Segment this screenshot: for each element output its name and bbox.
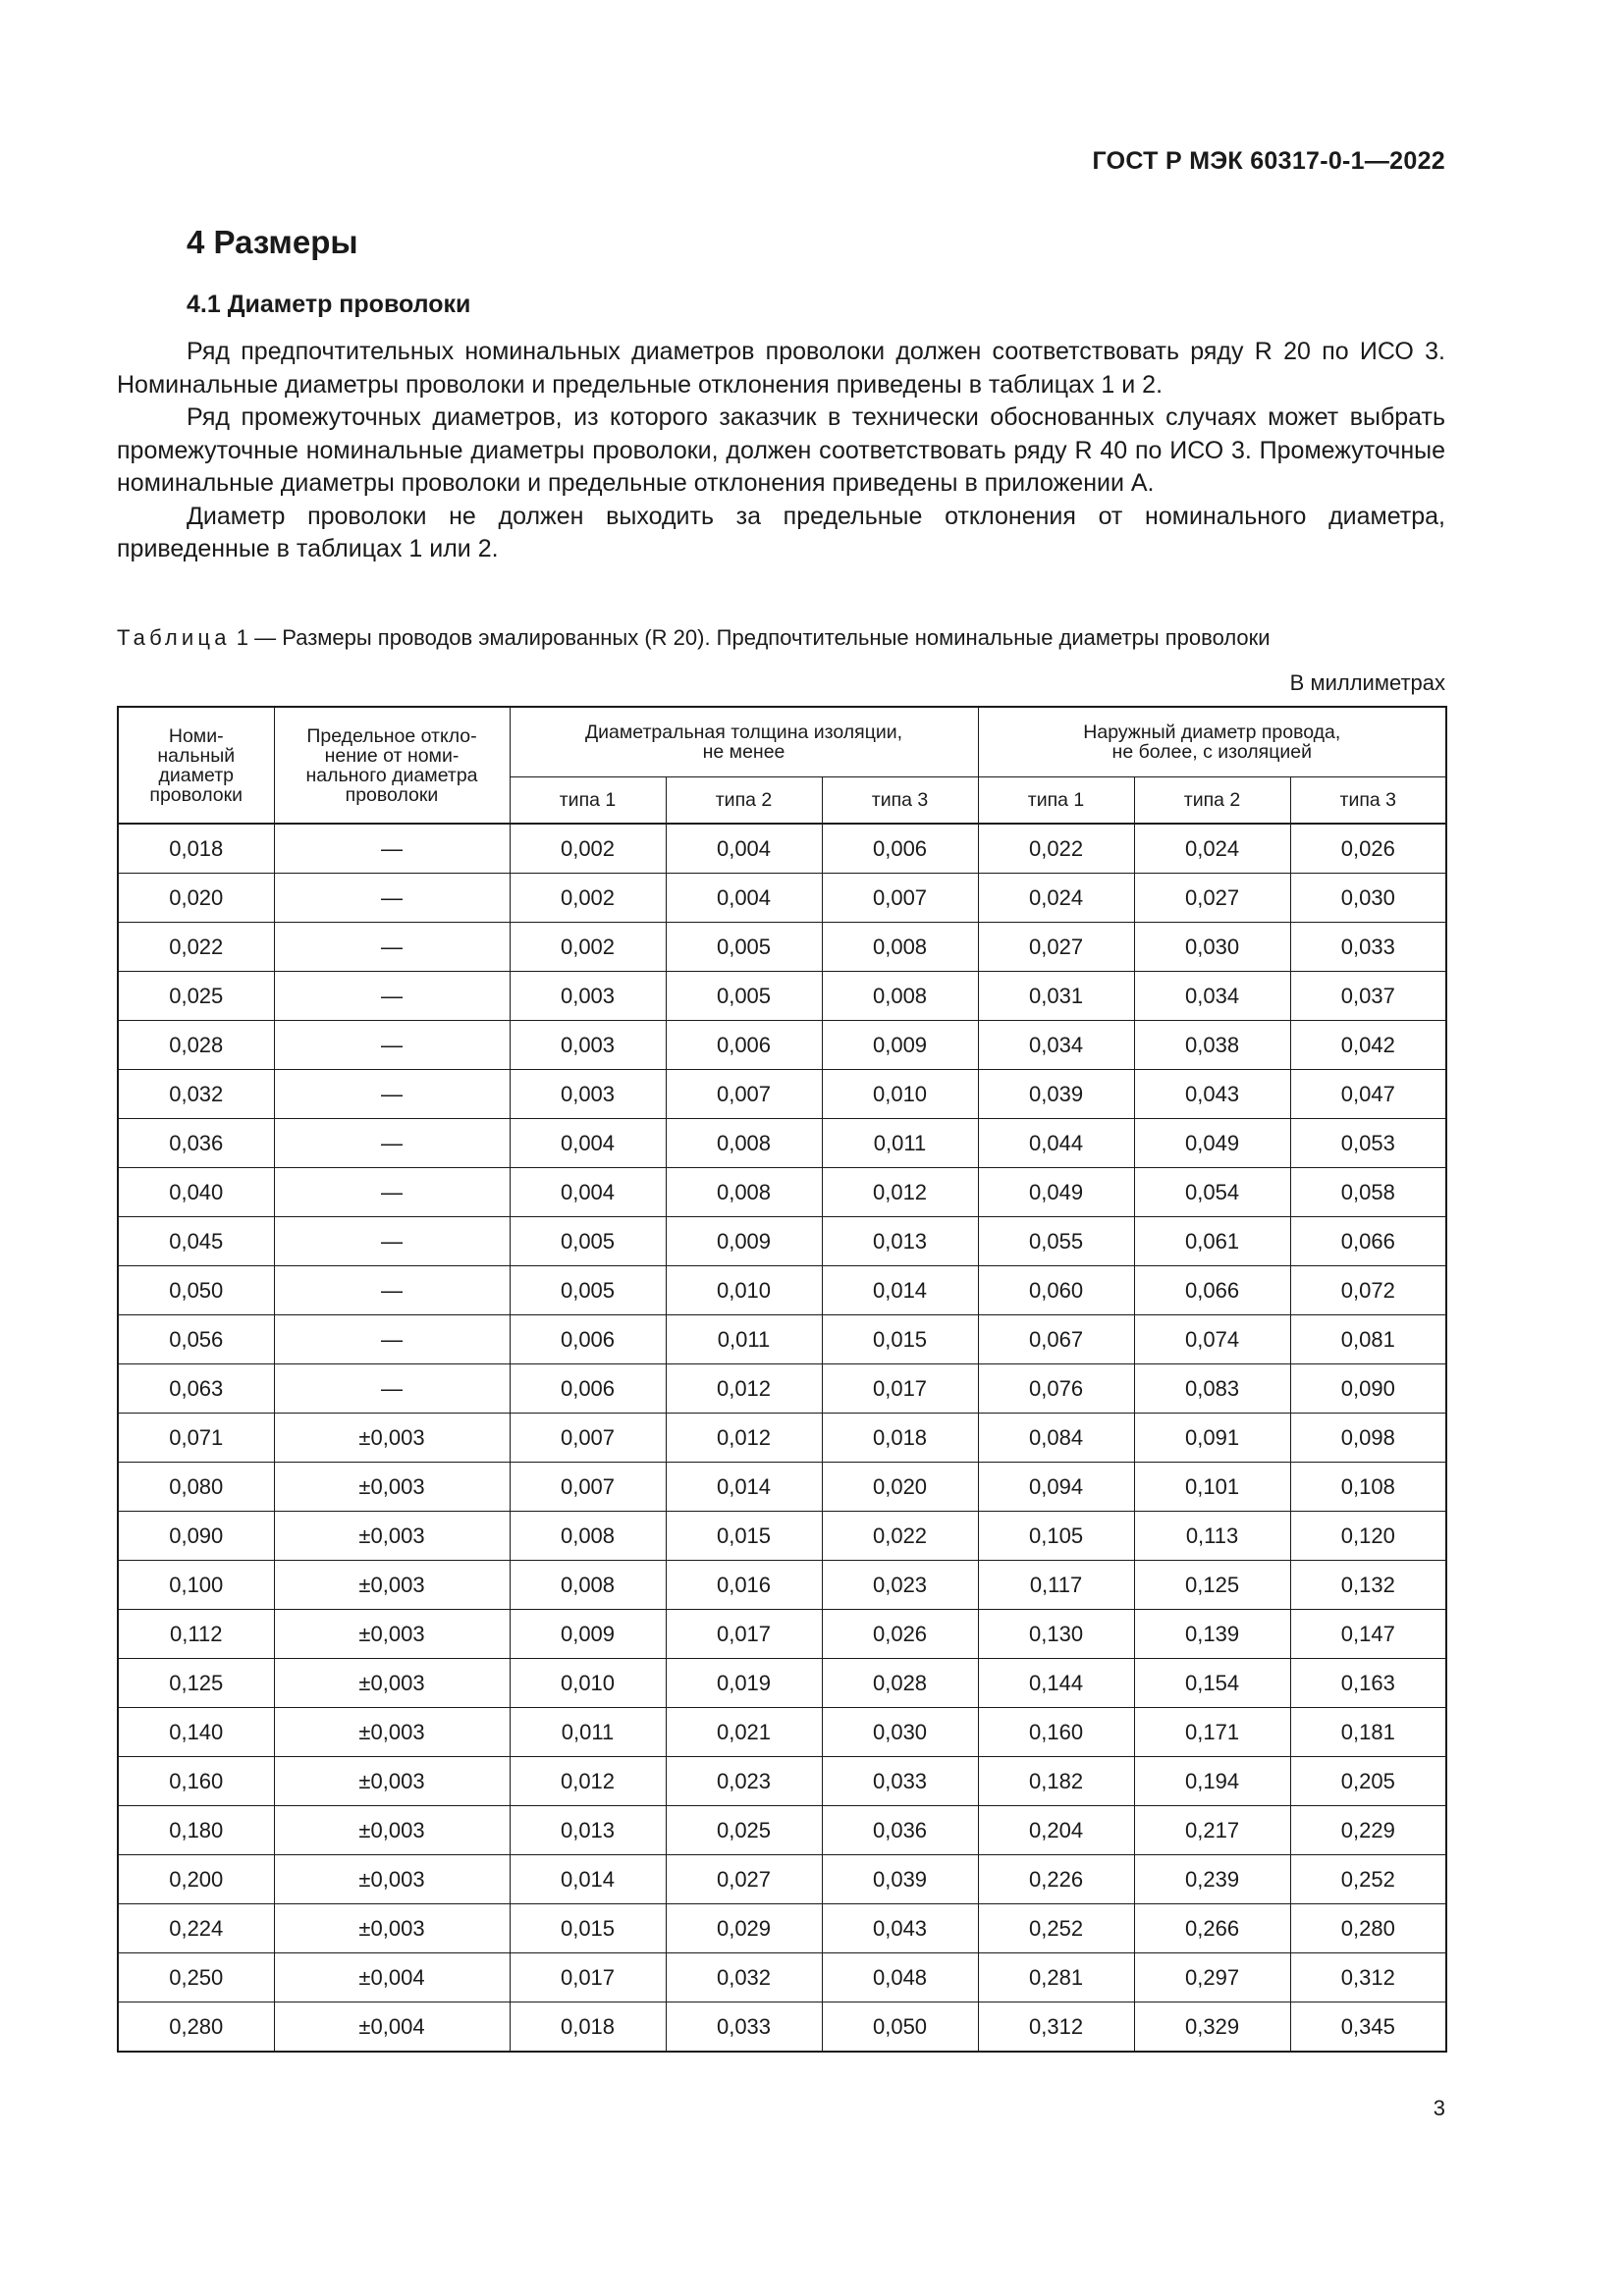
table-caption xyxy=(117,625,1445,651)
table-cell: 0,014 xyxy=(510,1855,666,1904)
header-type: типа 1 xyxy=(510,777,666,825)
table-cell: 0,003 xyxy=(510,972,666,1021)
document-code: ГОСТ Р МЭК 60317-0-1—2022 xyxy=(1092,147,1445,175)
table-cell: 0,083 xyxy=(1134,1364,1290,1414)
table-cell: 0,130 xyxy=(978,1610,1134,1659)
table-cell: 0,090 xyxy=(118,1512,274,1561)
table-cell: 0,015 xyxy=(822,1315,978,1364)
table-cell: 0,074 xyxy=(1134,1315,1290,1364)
table-cell: 0,004 xyxy=(510,1119,666,1168)
table-cell: 0,015 xyxy=(666,1512,822,1561)
table-cell: 0,117 xyxy=(978,1561,1134,1610)
table-cell: 0,008 xyxy=(666,1119,822,1168)
table-cell: 0,144 xyxy=(978,1659,1134,1708)
table-cell: 0,005 xyxy=(510,1217,666,1266)
table-cell: 0,217 xyxy=(1134,1806,1290,1855)
table-row xyxy=(118,1806,1446,1855)
table-cell: — xyxy=(274,972,510,1021)
table-cell: 0,205 xyxy=(1290,1757,1446,1806)
table-cell: ±0,004 xyxy=(274,2002,510,2053)
table-cell: 0,005 xyxy=(510,1266,666,1315)
table-row xyxy=(118,824,1446,874)
table-cell: 0,028 xyxy=(822,1659,978,1708)
table-cell: 0,030 xyxy=(1290,874,1446,923)
table-cell: 0,163 xyxy=(1290,1659,1446,1708)
table-cell: 0,171 xyxy=(1134,1708,1290,1757)
table-header xyxy=(118,707,1446,824)
table-cell: 0,280 xyxy=(1290,1904,1446,1953)
header-deviation xyxy=(274,707,510,824)
header-type: типа 2 xyxy=(666,777,822,825)
table-cell: 0,012 xyxy=(666,1414,822,1463)
table-cell: 0,014 xyxy=(666,1463,822,1512)
table-row xyxy=(118,1512,1446,1561)
table-cell: 0,113 xyxy=(1134,1512,1290,1561)
header-type: типа 2 xyxy=(1134,777,1290,825)
table-cell: 0,125 xyxy=(1134,1561,1290,1610)
table-cell: 0,013 xyxy=(822,1217,978,1266)
table-row xyxy=(118,1266,1446,1315)
table-cell: 0,076 xyxy=(978,1364,1134,1414)
table-cell: 0,160 xyxy=(118,1757,274,1806)
table-cell: 0,043 xyxy=(1134,1070,1290,1119)
table-cell: ±0,004 xyxy=(274,1953,510,2002)
table-body xyxy=(118,824,1446,2052)
table-cell: 0,022 xyxy=(822,1512,978,1561)
header-insulation-thickness-text: Диаметральная толщина изоляции, не менее xyxy=(584,721,903,763)
table-cell: 0,027 xyxy=(978,923,1134,972)
table-cell: — xyxy=(274,824,510,874)
table-cell: 0,036 xyxy=(118,1119,274,1168)
table-cell: 0,067 xyxy=(978,1315,1134,1364)
table-cell: 0,048 xyxy=(822,1953,978,2002)
table-cell: 0,061 xyxy=(1134,1217,1290,1266)
paragraph: Ряд промежуточных диаметров, из которого заказчик в технически обоснованных случаях может выбрать промежуточные номинальные диаметры проволоки, должен соответствовать ряду R 40 по ИСО 3. Промежуточные номинальные диаметры проволоки и предельные отклонения приведены в приложении А. xyxy=(117,403,1445,497)
table-cell: 0,037 xyxy=(1290,972,1446,1021)
table-cell: 0,022 xyxy=(978,824,1134,874)
table-cell: 0,003 xyxy=(510,1070,666,1119)
table-cell: — xyxy=(274,1119,510,1168)
table-cell: — xyxy=(274,1168,510,1217)
table-cell: ±0,003 xyxy=(274,1463,510,1512)
header-type: типа 3 xyxy=(1290,777,1446,825)
table-cell: 0,329 xyxy=(1134,2002,1290,2053)
table-row xyxy=(118,1070,1446,1119)
table-cell: 0,007 xyxy=(822,874,978,923)
table-cell: ±0,003 xyxy=(274,1757,510,1806)
table-cell: ±0,003 xyxy=(274,1904,510,1953)
table-cell: 0,016 xyxy=(666,1561,822,1610)
table-row xyxy=(118,874,1446,923)
table-cell: 0,009 xyxy=(822,1021,978,1070)
table-cell: 0,024 xyxy=(1134,824,1290,874)
table-cell: 0,182 xyxy=(978,1757,1134,1806)
table-cell: 0,007 xyxy=(666,1070,822,1119)
table-cell: 0,112 xyxy=(118,1610,274,1659)
table-cell: 0,098 xyxy=(1290,1414,1446,1463)
table-caption-text: 1 — Размеры проводов эмалированных (R 20). Предпочтительные номинальные диаметры проволоки xyxy=(236,625,1271,650)
table-row xyxy=(118,1021,1446,1070)
table-cell: 0,008 xyxy=(510,1561,666,1610)
table-cell: 0,008 xyxy=(666,1168,822,1217)
table-cell: 0,006 xyxy=(822,824,978,874)
table-cell: 0,090 xyxy=(1290,1364,1446,1414)
table-cell: 0,125 xyxy=(118,1659,274,1708)
table-row xyxy=(118,972,1446,1021)
table-cell: 0,039 xyxy=(978,1070,1134,1119)
table-cell: 0,011 xyxy=(510,1708,666,1757)
table-cell: 0,050 xyxy=(822,2002,978,2053)
table-cell: 0,049 xyxy=(978,1168,1134,1217)
table-row xyxy=(118,1168,1446,1217)
table-cell: 0,030 xyxy=(1134,923,1290,972)
table-cell: ±0,003 xyxy=(274,1855,510,1904)
table-cell: 0,004 xyxy=(666,874,822,923)
table-cell: 0,080 xyxy=(118,1463,274,1512)
table-cell: — xyxy=(274,1217,510,1266)
table-cell: 0,033 xyxy=(666,2002,822,2053)
table-cell: 0,010 xyxy=(666,1266,822,1315)
paragraph: Ряд предпочтительных номинальных диаметров проволоки должен соответствовать ряду R 20 по ИСО 3. Номинальные диаметры проволоки и предельные отклонения приведены в таблицах 1 и 2. xyxy=(117,338,1445,399)
table-cell: 0,280 xyxy=(118,2002,274,2053)
table-cell: 0,022 xyxy=(118,923,274,972)
table-cell: 0,084 xyxy=(978,1414,1134,1463)
table-cell: 0,039 xyxy=(822,1855,978,1904)
table-cell: 0,042 xyxy=(1290,1021,1446,1070)
table-cell: 0,009 xyxy=(510,1610,666,1659)
table-cell: 0,147 xyxy=(1290,1610,1446,1659)
table-cell: 0,008 xyxy=(822,923,978,972)
table-cell: 0,025 xyxy=(118,972,274,1021)
table-cell: 0,200 xyxy=(118,1855,274,1904)
table-cell: 0,012 xyxy=(666,1364,822,1414)
table-cell: 0,194 xyxy=(1134,1757,1290,1806)
table-cell: 0,021 xyxy=(666,1708,822,1757)
table-cell: 0,002 xyxy=(510,874,666,923)
table-cell: 0,032 xyxy=(118,1070,274,1119)
table-row xyxy=(118,1315,1446,1364)
table-cell: 0,204 xyxy=(978,1806,1134,1855)
table-cell: 0,012 xyxy=(822,1168,978,1217)
table-cell: 0,029 xyxy=(666,1904,822,1953)
table-cell: — xyxy=(274,1266,510,1315)
header-insulation-thickness xyxy=(510,707,978,777)
section-title: 4 Размеры xyxy=(187,224,358,260)
table-cell: 0,132 xyxy=(1290,1561,1446,1610)
table-cell: 0,020 xyxy=(822,1463,978,1512)
table-cell: 0,020 xyxy=(118,874,274,923)
table-cell: 0,004 xyxy=(666,824,822,874)
table-cell: 0,027 xyxy=(1134,874,1290,923)
paragraph: Диаметр проволоки не должен выходить за предельные отклонения от номинального диаметра, приведенные в таблицах 1 или 2. xyxy=(117,502,1445,562)
table-cell: 0,011 xyxy=(666,1315,822,1364)
header-type: типа 1 xyxy=(978,777,1134,825)
table-caption-label: Таблица xyxy=(117,625,231,650)
table-cell: ±0,003 xyxy=(274,1561,510,1610)
table-cell: 0,105 xyxy=(978,1512,1134,1561)
table-cell: 0,066 xyxy=(1134,1266,1290,1315)
table-cell: 0,023 xyxy=(666,1757,822,1806)
subsection-title: 4.1 Диаметр проволоки xyxy=(187,291,471,318)
table-row xyxy=(118,1904,1446,1953)
table-row xyxy=(118,1414,1446,1463)
table-cell: 0,025 xyxy=(666,1806,822,1855)
table-row xyxy=(118,1217,1446,1266)
table-cell: 0,017 xyxy=(666,1610,822,1659)
table-cell: 0,005 xyxy=(666,923,822,972)
table-cell: 0,297 xyxy=(1134,1953,1290,2002)
table-cell: 0,056 xyxy=(118,1315,274,1364)
table-cell: 0,036 xyxy=(822,1806,978,1855)
table-cell: 0,038 xyxy=(1134,1021,1290,1070)
table-cell: 0,012 xyxy=(510,1757,666,1806)
table-cell: 0,239 xyxy=(1134,1855,1290,1904)
table-cell: — xyxy=(274,874,510,923)
table-row xyxy=(118,923,1446,972)
table-cell: 0,066 xyxy=(1290,1217,1446,1266)
table-cell: — xyxy=(274,1070,510,1119)
table-cell: 0,139 xyxy=(1134,1610,1290,1659)
table-cell: 0,033 xyxy=(822,1757,978,1806)
table-cell: 0,017 xyxy=(510,1953,666,2002)
table-cell: 0,005 xyxy=(666,972,822,1021)
table-cell: 0,011 xyxy=(822,1119,978,1168)
table-cell: 0,019 xyxy=(666,1659,822,1708)
table-cell: 0,054 xyxy=(1134,1168,1290,1217)
table-row xyxy=(118,1561,1446,1610)
table-cell: 0,013 xyxy=(510,1806,666,1855)
table-cell: 0,108 xyxy=(1290,1463,1446,1512)
table-cell: 0,312 xyxy=(1290,1953,1446,2002)
table-cell: 0,160 xyxy=(978,1708,1134,1757)
table-row xyxy=(118,2002,1446,2053)
table-cell: 0,226 xyxy=(978,1855,1134,1904)
table-cell: 0,047 xyxy=(1290,1070,1446,1119)
header-deviation-text: Предельное откло- нение от номи- нального диаметра проволоки xyxy=(305,724,478,806)
header-type: типа 3 xyxy=(822,777,978,825)
table-cell: — xyxy=(274,1364,510,1414)
table-cell: 0,181 xyxy=(1290,1708,1446,1757)
table-cell: 0,026 xyxy=(1290,824,1446,874)
table-cell: 0,024 xyxy=(978,874,1134,923)
table-cell: 0,007 xyxy=(510,1463,666,1512)
table-cell: 0,018 xyxy=(118,824,274,874)
table-cell: 0,010 xyxy=(822,1070,978,1119)
table-cell: 0,014 xyxy=(822,1266,978,1315)
table-cell: 0,015 xyxy=(510,1904,666,1953)
table-cell: 0,045 xyxy=(118,1217,274,1266)
table-cell: 0,250 xyxy=(118,1953,274,2002)
table-cell: 0,003 xyxy=(510,1021,666,1070)
table-row xyxy=(118,1119,1446,1168)
table-cell: 0,091 xyxy=(1134,1414,1290,1463)
table-cell: 0,017 xyxy=(822,1364,978,1414)
table-cell: 0,006 xyxy=(666,1021,822,1070)
table-cell: — xyxy=(274,923,510,972)
table-row xyxy=(118,1610,1446,1659)
table-cell: 0,063 xyxy=(118,1364,274,1414)
table-units: В миллиметрах xyxy=(1289,670,1445,695)
table-cell: 0,032 xyxy=(666,1953,822,2002)
table-cell: ±0,003 xyxy=(274,1708,510,1757)
table-row xyxy=(118,1708,1446,1757)
table-cell: 0,006 xyxy=(510,1364,666,1414)
table-cell: 0,008 xyxy=(822,972,978,1021)
table-cell: ±0,003 xyxy=(274,1806,510,1855)
table-cell: 0,053 xyxy=(1290,1119,1446,1168)
header-outer-diameter-text: Наружный диаметр провода, не более, с изоляцией xyxy=(1083,721,1341,763)
table-cell: 0,018 xyxy=(510,2002,666,2053)
table-cell: 0,266 xyxy=(1134,1904,1290,1953)
table-row xyxy=(118,1953,1446,2002)
table-cell: 0,252 xyxy=(978,1904,1134,1953)
table-cell: 0,031 xyxy=(978,972,1134,1021)
table-cell: 0,028 xyxy=(118,1021,274,1070)
table-cell: 0,055 xyxy=(978,1217,1134,1266)
table-cell: 0,180 xyxy=(118,1806,274,1855)
wire-dimensions-table xyxy=(117,706,1447,2053)
table-cell: ±0,003 xyxy=(274,1659,510,1708)
table-cell: 0,229 xyxy=(1290,1806,1446,1855)
table-cell: ±0,003 xyxy=(274,1414,510,1463)
table-cell: 0,033 xyxy=(1290,923,1446,972)
table-cell: 0,120 xyxy=(1290,1512,1446,1561)
table-cell: 0,008 xyxy=(510,1512,666,1561)
table-cell: 0,252 xyxy=(1290,1855,1446,1904)
table-cell: — xyxy=(274,1021,510,1070)
header-outer-diameter xyxy=(978,707,1446,777)
table-cell: 0,060 xyxy=(978,1266,1134,1315)
table-cell: 0,043 xyxy=(822,1904,978,1953)
table-cell: 0,072 xyxy=(1290,1266,1446,1315)
table-cell: 0,101 xyxy=(1134,1463,1290,1512)
table-cell: 0,026 xyxy=(822,1610,978,1659)
table-cell: 0,034 xyxy=(978,1021,1134,1070)
table-cell: 0,007 xyxy=(510,1414,666,1463)
table-cell: 0,004 xyxy=(510,1168,666,1217)
table-cell: 0,281 xyxy=(978,1953,1134,2002)
table-cell: 0,071 xyxy=(118,1414,274,1463)
header-nominal-diameter xyxy=(118,707,274,824)
page-number: 3 xyxy=(1433,2096,1445,2120)
table-cell: 0,002 xyxy=(510,824,666,874)
table-cell: 0,023 xyxy=(822,1561,978,1610)
table-cell: 0,034 xyxy=(1134,972,1290,1021)
table-cell: 0,049 xyxy=(1134,1119,1290,1168)
table-cell: ±0,003 xyxy=(274,1512,510,1561)
table-row xyxy=(118,1757,1446,1806)
table-cell: 0,050 xyxy=(118,1266,274,1315)
table-cell: 0,081 xyxy=(1290,1315,1446,1364)
table-cell: 0,094 xyxy=(978,1463,1134,1512)
table-cell: 0,009 xyxy=(666,1217,822,1266)
table-cell: 0,058 xyxy=(1290,1168,1446,1217)
table-cell: 0,002 xyxy=(510,923,666,972)
table-cell: 0,140 xyxy=(118,1708,274,1757)
table-cell: 0,224 xyxy=(118,1904,274,1953)
table-cell: 0,030 xyxy=(822,1708,978,1757)
table-row xyxy=(118,1463,1446,1512)
table-cell: 0,018 xyxy=(822,1414,978,1463)
body-text xyxy=(117,336,1445,566)
table-cell: 0,006 xyxy=(510,1315,666,1364)
table-cell: — xyxy=(274,1315,510,1364)
table-cell: 0,100 xyxy=(118,1561,274,1610)
table-cell: 0,154 xyxy=(1134,1659,1290,1708)
table-row xyxy=(118,1855,1446,1904)
table-cell: 0,044 xyxy=(978,1119,1134,1168)
table-cell: ±0,003 xyxy=(274,1610,510,1659)
table-row xyxy=(118,1364,1446,1414)
table-row xyxy=(118,1659,1446,1708)
table-cell: 0,345 xyxy=(1290,2002,1446,2053)
table-cell: 0,027 xyxy=(666,1855,822,1904)
table-cell: 0,010 xyxy=(510,1659,666,1708)
header-nominal-diameter-text: Номи- нальный диаметр проволоки xyxy=(149,724,244,806)
table-cell: 0,040 xyxy=(118,1168,274,1217)
table-cell: 0,312 xyxy=(978,2002,1134,2053)
